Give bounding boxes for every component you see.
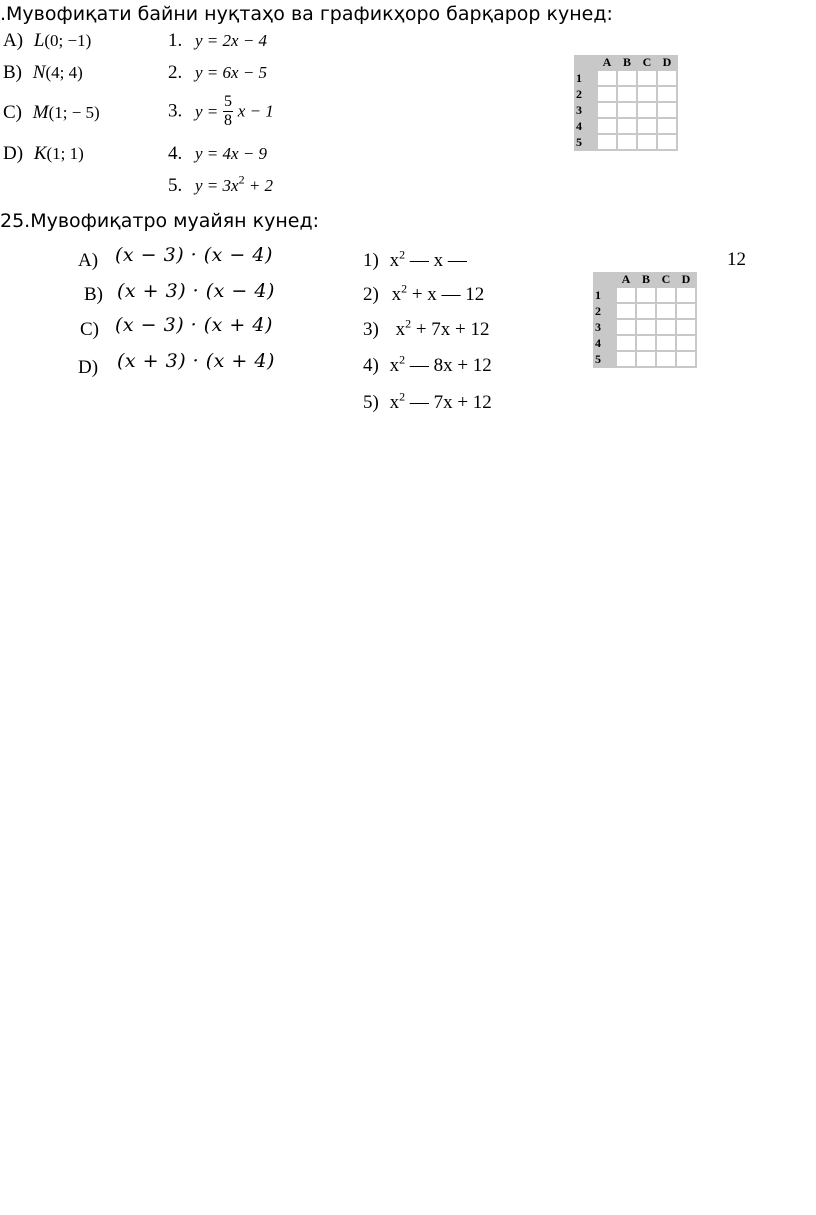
product-label: A) [78, 250, 99, 271]
answer-cell[interactable] [637, 118, 657, 134]
grid-row-header: 2 [595, 304, 601, 318]
grid-col-header: D [681, 272, 691, 286]
product-expr: (x + 3) · (x − 4) [117, 280, 275, 302]
product-expr: (x + 3) · (x + 4) [117, 350, 275, 372]
answer-cell[interactable] [597, 118, 617, 134]
grid-row-header: 3 [595, 320, 601, 334]
grid-col-header: A [621, 272, 631, 286]
answer-cell[interactable] [637, 86, 657, 102]
answer-cell[interactable] [617, 86, 637, 102]
grid-col-header: C [642, 55, 652, 69]
answer-cell[interactable] [637, 134, 657, 150]
answer-cell[interactable] [597, 102, 617, 118]
product-label: B) [84, 284, 103, 305]
answer-cell[interactable] [597, 134, 617, 150]
function-row: 5. $y = 3x^2 + 2$ [168, 172, 274, 196]
poly-row: 5) $x^2$ — 7x + 12 [363, 389, 492, 413]
answer-cell[interactable] [616, 319, 636, 335]
answer-cell[interactable] [597, 70, 617, 86]
answer-cell[interactable] [617, 118, 637, 134]
task2-title: 25.Мувофиқатро муайян кунед: [0, 210, 320, 232]
grid-row-header: 5 [595, 352, 601, 366]
poly-row: 4) $x^2$ — 8x + 12 [363, 352, 492, 376]
answer-cell[interactable] [657, 134, 677, 150]
answer-cell[interactable] [636, 319, 656, 335]
answer-cell[interactable] [616, 303, 636, 319]
answer-cell[interactable] [637, 102, 657, 118]
grid-row-header: 5 [576, 135, 582, 149]
point-row: B) N(4; 4) [3, 62, 83, 83]
answer-cell[interactable] [616, 335, 636, 351]
answer-cell[interactable] [656, 287, 676, 303]
point-row: C) M(1; − 5) [3, 102, 100, 123]
function-row: 3. y = $\frac{5}{8}$ x − 1 [168, 93, 274, 129]
answer-cell[interactable] [617, 134, 637, 150]
grid-row-header: 1 [576, 71, 582, 85]
answer-cell[interactable] [616, 287, 636, 303]
task1-title: .Мувофиқати байни нуқтаҳо ва графикҳоро барқарор кунед: [0, 3, 613, 25]
grid-row-header: 4 [576, 119, 582, 133]
answer-cell[interactable] [657, 102, 677, 118]
function-row: 4. y = 4x − 9 [168, 143, 268, 164]
answer-cell[interactable] [616, 351, 636, 367]
point-row: D) K(1; 1) [3, 143, 84, 164]
answer-cell[interactable] [676, 303, 696, 319]
function-row: 1. y = 2x − 4 [168, 30, 268, 51]
answer-cell[interactable] [656, 303, 676, 319]
grid-row-header: 3 [576, 103, 582, 117]
product-expr: (x − 3) · (x − 4) [115, 244, 273, 266]
answer-cell[interactable] [657, 118, 677, 134]
fraction: $\frac{5}{8}$ [224, 93, 233, 129]
answer-cell[interactable] [656, 335, 676, 351]
product-expr: (x − 3) · (x + 4) [115, 314, 273, 336]
answer-cell[interactable] [636, 335, 656, 351]
answer-cell[interactable] [657, 86, 677, 102]
answer-cell[interactable] [676, 287, 696, 303]
grid-col-header: B [641, 272, 650, 286]
grid-row-header: 4 [595, 336, 601, 350]
answer-grid-1 [574, 55, 678, 151]
answer-cell[interactable] [637, 70, 657, 86]
trailing-number: 12 [727, 249, 746, 270]
point-row: A) L(0; −1) [3, 30, 92, 51]
grid-col-header: B [622, 55, 631, 69]
answer-cell[interactable] [636, 287, 656, 303]
grid-col-header: D [662, 55, 672, 69]
answer-cell[interactable] [617, 70, 637, 86]
answer-cell[interactable] [657, 70, 677, 86]
answer-cell[interactable] [676, 335, 696, 351]
answer-cell[interactable] [656, 319, 676, 335]
product-label: C) [80, 319, 99, 340]
grid-row-header: 2 [576, 87, 582, 101]
answer-cell[interactable] [636, 351, 656, 367]
answer-cell[interactable] [676, 319, 696, 335]
grid-col-header: A [602, 55, 612, 69]
poly-row: 1) $x^2$ — x — [363, 247, 467, 271]
answer-cell[interactable] [676, 351, 696, 367]
function-row: 2. y = 6x − 5 [168, 62, 268, 83]
answer-cell[interactable] [617, 102, 637, 118]
poly-row: 3) $x^2 + 7x + 12$ [363, 316, 490, 340]
answer-cell[interactable] [636, 303, 656, 319]
answer-cell[interactable] [597, 86, 617, 102]
grid-col-header: C [661, 272, 671, 286]
grid-row-header: 1 [595, 288, 601, 302]
product-label: D) [78, 357, 99, 378]
answer-cell[interactable] [656, 351, 676, 367]
answer-grid-2 [593, 272, 697, 368]
poly-row: 2) $x^2 + x$ — 12 [363, 281, 485, 305]
